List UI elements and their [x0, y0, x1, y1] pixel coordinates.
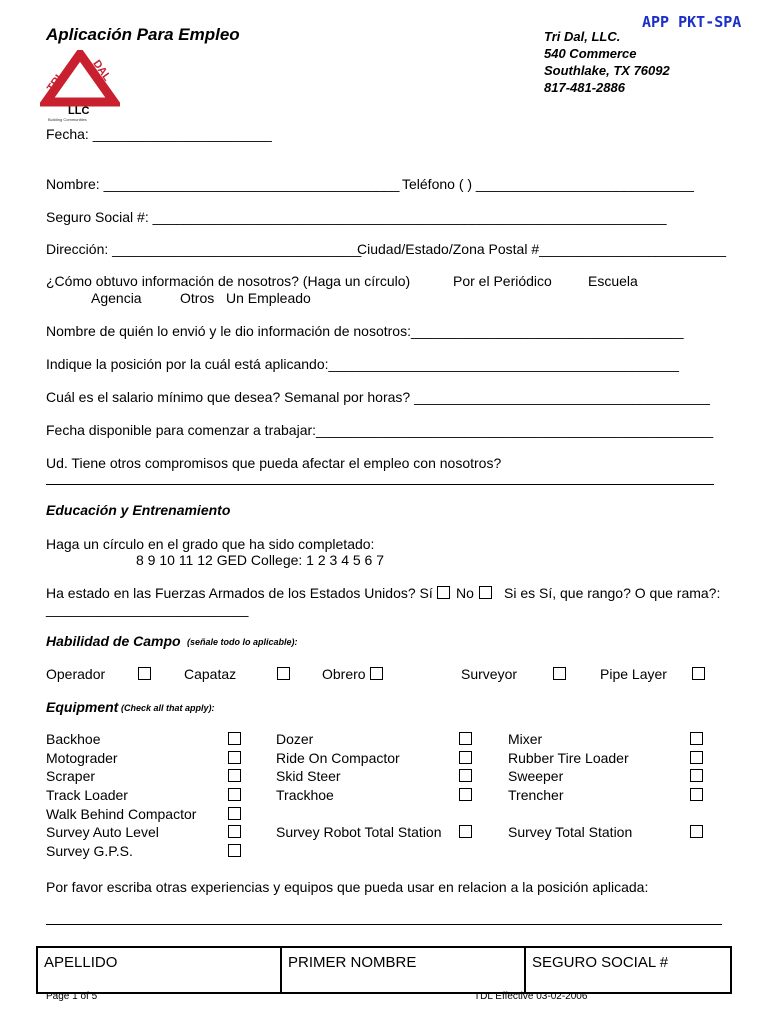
equipment-label: Survey Total Station [508, 824, 633, 840]
skill-label: Pipe Layer [600, 666, 667, 682]
equipment-checkbox[interactable] [228, 788, 241, 801]
fuerzas-si-checkbox[interactable] [437, 586, 450, 599]
equipment-label: Motograder [46, 750, 118, 766]
como-question: ¿Cómo obtuvo información de nosotros? (Haga un círculo) [46, 273, 411, 289]
skill-label: Obrero [322, 666, 366, 682]
page-title: Aplicación Para Empleo [46, 25, 240, 44]
nombre-field[interactable]: Nombre: ______________________________________ [46, 176, 400, 192]
compromisos-answer-line[interactable] [46, 484, 714, 485]
logo-bottom-text: LLC [68, 105, 90, 117]
page-number: Page 1 of 5 [46, 991, 98, 1002]
equipment-label: Survey Auto Level [46, 824, 159, 840]
apellido-cell[interactable] [37, 947, 281, 993]
equipment-checkbox[interactable] [690, 788, 703, 801]
equipment-note: (Check all that apply): [121, 703, 215, 713]
posicion-field[interactable]: Indique la posición por la cuál está aplicando:_____________________________________________ [46, 356, 679, 372]
equipment-label: Skid Steer [276, 768, 341, 784]
skill-label: Operador [46, 666, 106, 682]
option-empleado[interactable]: Un Empleado [226, 290, 311, 306]
equipment-label: Scraper [46, 768, 96, 784]
company-city: Southlake, TX 76092 [544, 63, 670, 78]
effective-date: TDL Effective 03-02-2006 [474, 991, 588, 1002]
equipment-checkbox[interactable] [690, 769, 703, 782]
skill-checkbox[interactable] [138, 667, 151, 680]
seguro-social-field[interactable]: Seguro Social #: __________________________________________________________________ [46, 209, 667, 225]
habilidad-note: (señale todo lo aplicable): [187, 637, 298, 647]
tri-dal-logo [40, 50, 120, 122]
skill-label: Surveyor [461, 666, 518, 682]
equipment-checkbox[interactable] [228, 807, 241, 820]
equipment-checkbox[interactable] [228, 751, 241, 764]
company-phone: 817-481-2886 [544, 80, 625, 95]
equipment-checkbox[interactable] [228, 825, 241, 838]
rango-question: Si es Sí, que rango? O que rama?: [504, 585, 721, 601]
primer-nombre-label: PRIMER NOMBRE [288, 954, 417, 971]
option-agencia[interactable]: Agencia [91, 290, 142, 306]
telefono-field[interactable]: Teléfono ( ) ____________________________ [402, 176, 694, 192]
fuerzas-no-checkbox[interactable] [479, 586, 492, 599]
company-street: 540 Commerce [544, 46, 637, 61]
direccion-field[interactable]: Dirección: ________________________________ [46, 241, 362, 257]
seguro-social-cell[interactable] [525, 947, 731, 993]
equipment-checkbox[interactable] [459, 732, 472, 745]
equipment-checkbox[interactable] [459, 825, 472, 838]
skill-checkbox[interactable] [277, 667, 290, 680]
seguro-social-label: SEGURO SOCIAL # [532, 954, 669, 971]
equipment-checkbox[interactable] [459, 751, 472, 764]
fuerzas-no-label: No [456, 585, 474, 601]
grado-options[interactable]: 8 9 10 11 12 GED College: 1 2 3 4 5 6 7 [136, 552, 385, 568]
company-name: Tri Dal, LLC. [544, 29, 621, 44]
education-section-title: Educación y Entrenamiento [46, 502, 231, 518]
fuerzas-question: Ha estado en las Fuerzas Armados de los Estados Unidos? Sí [46, 585, 433, 601]
equipment-label: Dozer [276, 731, 314, 747]
equipment-checkbox[interactable] [690, 751, 703, 764]
equipment-label: Rubber Tire Loader [508, 750, 629, 766]
habilidad-section-title: Habilidad de Campo [46, 633, 181, 649]
equipment-label: Walk Behind Compactor [46, 806, 197, 822]
otras-experiencias-question: Por favor escriba otras experiencias y equipos que pueda usar en relacion a la posición aplicada: [46, 879, 649, 895]
option-escuela[interactable]: Escuela [588, 273, 638, 289]
form-code-stamp: APP PKT-SPA [642, 13, 742, 31]
rango-answer-line[interactable]: __________________________ [46, 601, 249, 617]
equipment-label: Survey G.P.S. [46, 843, 133, 859]
equipment-label: Mixer [508, 731, 543, 747]
skill-label: Capataz [184, 666, 237, 682]
compromisos-question: Ud. Tiene otros compromisos que pueda afectar el empleo con nosotros? [46, 455, 502, 471]
primer-nombre-cell[interactable] [281, 947, 525, 993]
ciudad-field[interactable]: Ciudad/Estado/Zona Postal #________________________ [357, 241, 726, 257]
skill-checkbox[interactable] [692, 667, 705, 680]
equipment-label: Ride On Compactor [276, 750, 400, 766]
logo-tagline: Building Communities [48, 117, 87, 122]
identification-table [36, 946, 732, 994]
equipment-checkbox[interactable] [690, 732, 703, 745]
option-otros[interactable]: Otros [180, 290, 215, 306]
logo-left-text: TRI [45, 72, 66, 95]
equipment-label: Trencher [508, 787, 564, 803]
option-periodico[interactable]: Por el Periódico [453, 273, 552, 289]
equipment-checkbox[interactable] [459, 788, 472, 801]
apellido-label: APELLIDO [44, 954, 118, 971]
equipment-checkbox[interactable] [228, 769, 241, 782]
equipment-checkbox[interactable] [228, 732, 241, 745]
company-address [544, 28, 670, 96]
fecha-field[interactable]: Fecha: _______________________ [46, 126, 272, 142]
equipment-label: Track Loader [46, 787, 128, 803]
equipment-checkbox[interactable] [228, 844, 241, 857]
equipment-label: Survey Robot Total Station [276, 824, 442, 840]
otras-experiencias-answer-line[interactable] [46, 924, 722, 925]
skill-checkbox[interactable] [553, 667, 566, 680]
equipment-label: Trackhoe [276, 787, 334, 803]
equipment-checkbox[interactable] [690, 825, 703, 838]
fecha-disponible-field[interactable]: Fecha disponible para comenzar a trabajar:___________________________________________________ [46, 422, 714, 438]
quien-field[interactable]: Nombre de quién lo envió y le dio información de nosotros:___________________________________ [46, 323, 684, 339]
equipment-checkbox[interactable] [459, 769, 472, 782]
equipment-section-title: Equipment [46, 699, 119, 715]
grado-question: Haga un círculo en el grado que ha sido completado: [46, 536, 375, 552]
equipment-label: Sweeper [508, 768, 564, 784]
logo-right-text: DAL [90, 57, 114, 84]
salario-field[interactable]: Cuál es el salario mínimo que desea? Semanal por horas? ______________________________________ [46, 389, 710, 405]
equipment-label: Backhoe [46, 731, 101, 747]
skill-checkbox[interactable] [370, 667, 383, 680]
